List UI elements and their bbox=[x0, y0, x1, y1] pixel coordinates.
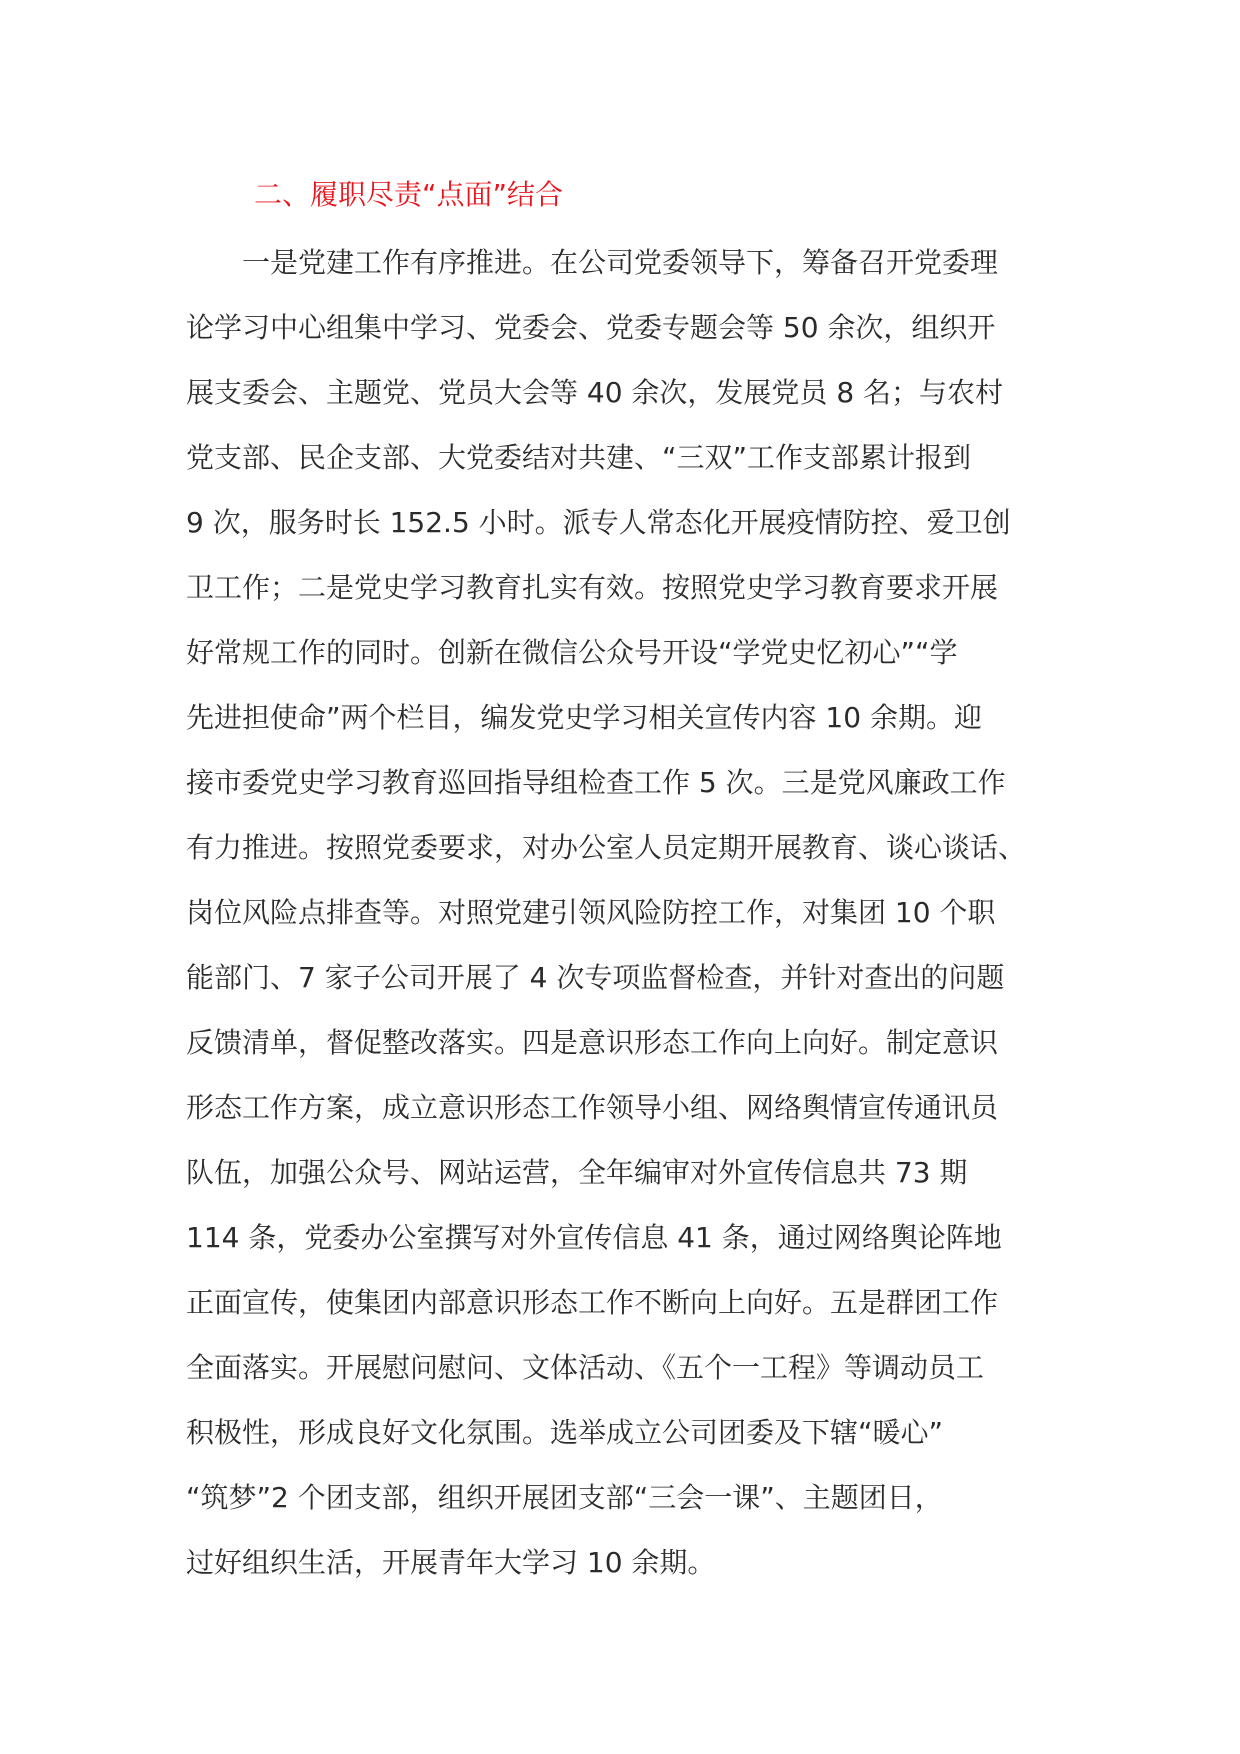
text-line: 好常规工作的同时。创新在微信公众号开设“学党史忆初心”“学 bbox=[186, 636, 958, 669]
text-line: 党支部、民企支部、大党委结对共建、“三双”工作支部累计报到 bbox=[186, 441, 972, 474]
text-line: 114 条，党委办公室撰写对外宣传信息 41 条，通过网络舆论阵地 bbox=[186, 1221, 1002, 1254]
text-line: 全面落实。开展慰问慰问、文体活动、《五个一工程》等调动员工 bbox=[186, 1351, 985, 1384]
text-line: 接市委党史学习教育巡回指导组检查工作 5 次。三是党风廉政工作 bbox=[186, 766, 1006, 799]
text-line: 先进担使命”两个栏目，编发党史学习相关宣传内容 10 余期。迎 bbox=[186, 701, 982, 734]
text-line: 9 次，服务时长 152.5 小时。派专人常态化开展疫情防控、爱卫创 bbox=[186, 506, 1011, 539]
text-line: 一是党建工作有序推进。在公司党委领导下，筹备召开党委理 bbox=[186, 246, 999, 279]
section-heading: 二、履职尽责“点面”结合 bbox=[254, 178, 564, 211]
text-line: 岗位风险点排查等。对照党建引领风险防控工作，对集团 10 个职 bbox=[186, 896, 996, 929]
text-line: 正面宣传，使集团内部意识形态工作不断向上向好。五是群团工作 bbox=[186, 1286, 999, 1319]
text-line: “筑梦”2 个团支部，组织开展团支部“三会一课”、主题团日， bbox=[186, 1481, 943, 1514]
text-line: 队伍，加强公众号、网站运营，全年编审对外宣传信息共 73 期 bbox=[186, 1156, 968, 1189]
body-paragraph bbox=[186, 243, 1066, 1608]
text-line: 论学习中心组集中学习、党委会、党委专题会等 50 余次，组织开 bbox=[186, 311, 996, 344]
text-line: 展支委会、主题党、党员大会等 40 余次，发展党员 8 名；与农村 bbox=[186, 376, 1004, 409]
text-line: 反馈清单，督促整改落实。四是意识形态工作向上向好。制定意识 bbox=[186, 1026, 999, 1059]
text-line: 积极性，形成良好文化氛围。选举成立公司团委及下辖“暖心” bbox=[186, 1416, 944, 1449]
text-line: 形态工作方案，成立意识形态工作领导小组、网络舆情宣传通讯员 bbox=[186, 1091, 999, 1124]
text-line: 有力推进。按照党委要求，对办公室人员定期开展教育、谈心谈话、 bbox=[186, 831, 1027, 864]
text-line: 卫工作；二是党史学习教育扎实有效。按照党史学习教育要求开展 bbox=[186, 571, 999, 604]
text-line: 能部门、7 家子公司开展了 4 次专项监督检查，并针对查出的问题 bbox=[186, 961, 1005, 994]
text-line: 过好组织生活，开展青年大学习 10 余期。 bbox=[186, 1546, 716, 1579]
